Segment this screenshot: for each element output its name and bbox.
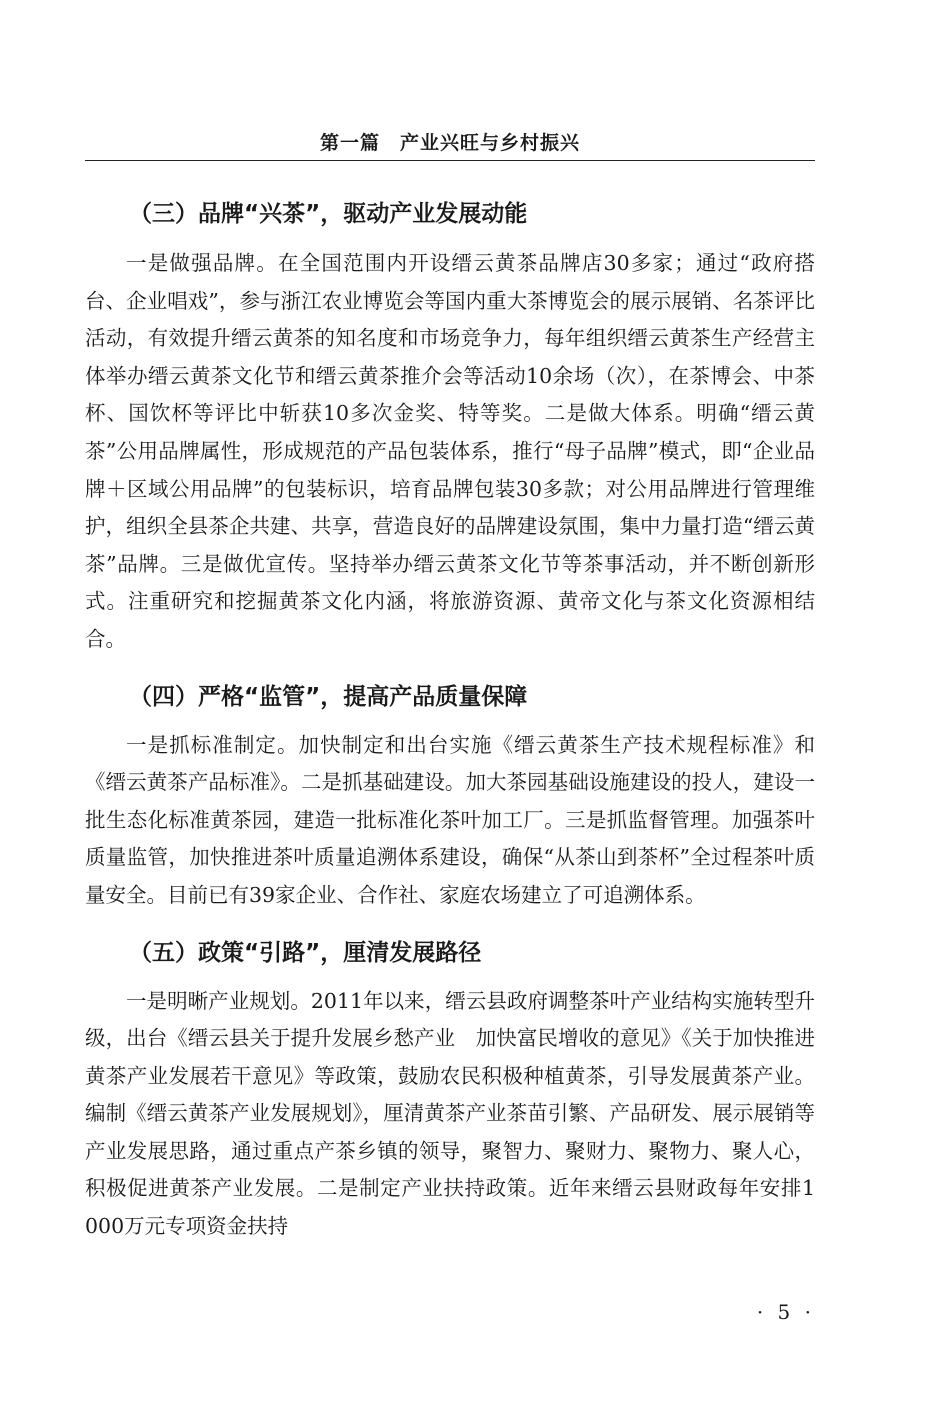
- section-heading-brand: （三）品牌“兴茶”，驱动产业发展动能: [129, 201, 528, 227]
- page-body: [85, 190, 815, 1246]
- section-paragraph-brand: 一是做强品牌。在全国范围内开设缙云黄茶品牌店30多家；通过“政府搭台、企业唱戏”，参与浙江农业博览会等国内重大茶博览会的展示展销、名茶评比活动，有效提升缙云黄茶的知名度和市场竞争力，每年组织缙云黄茶生产经营主体举办缙云黄茶文化节和缙云黄茶推介会等活动10余场（次），在茶博会、中茶杯、国饮杯等评比中斩获10多次金奖、特等奖。二是做大体系。明确“缙云黄茶”公用品牌属性，形成规范的产品包装体系，推行“母子品牌”模式，即“企业品牌＋区域公用品牌”的包装标识，培育品牌包装30多款；对公用品牌进行管理维护，组织全县茶企共建、共享，营造良好的品牌建设氛围，集中力量打造“缙云黄茶”品牌。三是做优宣传。坚持举办缙云黄茶文化节等茶事活动，并不断创新形式。注重研究和挖掘黄茶文化内涵，将旅游资源、黄帝文化与茶文化资源相结合。: [85, 251, 815, 651]
- header-rule: [85, 160, 815, 161]
- section-paragraph-supervision: 一是抓标准制定。加快制定和出台实施《缙云黄茶生产技术规程标准》和《缙云黄茶产品标准》。二是抓基础建设。加大茶园基础设施建设的投人，建设一批生态化标准黄茶园，建造一批标准化茶叶加工厂。三是抓监督管理。加强茶叶质量监管，加快推进茶叶质量追溯体系建设，确保“从茶山到茶杯”全过程茶叶质量安全。目前已有39家企业、合作社、家庭农场建立了可追溯体系。: [85, 732, 815, 907]
- running-header-title: 第一篇 产业兴旺与乡村振兴: [319, 132, 580, 154]
- section-heading-supervision: （四）严格“监管”，提高产品质量保障: [129, 683, 528, 710]
- page-number: · 5 ·: [756, 1300, 815, 1324]
- section-heading-policy: （五）政策“引路”，厘清发展路径: [129, 939, 482, 966]
- section-paragraph-policy: 一是明晰产业规划。2011年以来，缙云县政府调整茶叶产业结构实施转型升级，出台《缙云县关于提升发展乡愁产业 加快富民增收的意见》《关于加快推进黄茶产业发展若干意见》等政策，鼓励农民积极种植黄茶，引导发展黄茶产业。编制《缙云黄茶产业发展规划》，厘清黄茶产业茶苗引繁、产品研发、展示展销等产业发展思路，通过重点产茶乡镇的领导，聚智力、聚财力、聚物力、聚人心，积极促进黄茶产业发展。二是制定产业扶持政策。近年来缙云县财政每年安排1 000万元专项资金扶持: [85, 988, 815, 1239]
